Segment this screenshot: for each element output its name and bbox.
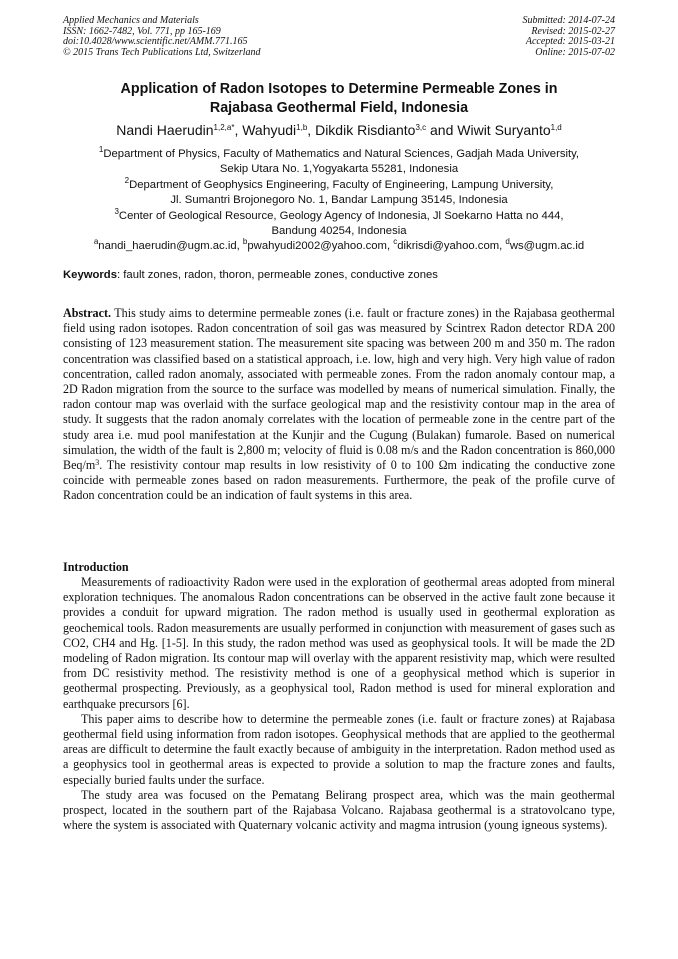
keywords-label: Keywords (63, 269, 117, 281)
author-affiliation-mark: 3,c (415, 123, 427, 132)
journal-issn: ISSN: 1662-7482, Vol. 771, pp 165-169 (63, 25, 221, 37)
abstract-text: . The resistivity contour map results in low resistivity of 0 to 100 Ωm indicating the conductive zone coincide with permeable zones based on radon measurements. Furthermore, the peak of the profile curve of Radon concentration could be an indication of fault systems in this area. (63, 458, 615, 503)
journal-copyright: © 2015 Trans Tech Publications Ltd, Switzerland (63, 46, 261, 58)
author-name: Wiwit Suryanto (457, 122, 551, 138)
affiliation-number: 1 (98, 145, 104, 154)
date-submitted: Submitted: 2014-07-24 (522, 15, 615, 26)
author-affiliation-mark: 1,b (296, 123, 308, 132)
keywords (63, 268, 615, 283)
publication-dates (523, 16, 616, 58)
affiliation-1 (63, 147, 615, 178)
author-separator: , (307, 122, 316, 138)
author-separator: , (234, 122, 243, 138)
journal-doi: doi:10.4028/www.scientific.net/AMM.771.165 (63, 36, 248, 47)
affiliation-number: 3 (114, 206, 119, 216)
affiliation-text: Jl. Sumantri Brojonegoro No. 1, Bandar Lampung 35145, Indonesia (170, 194, 508, 207)
affiliations (63, 147, 615, 255)
section-heading: Introduction (63, 560, 129, 574)
author-name: Dikdik Risdianto (315, 122, 416, 138)
affiliation-text: Department of Physics, Faculty of Mathematics and Natural Sciences, Gadjah Mada University, (103, 148, 580, 160)
affiliation-text: Department of Geophysics Engineering, Faculty of Engineering, Lampung University, (129, 178, 554, 191)
abstract (63, 306, 615, 504)
date-online: Online: 2015-07-02 (535, 46, 615, 58)
title-line-1: Application of Radon Isotopes to Determine Permeable Zones in (120, 81, 558, 97)
keywords-text: : fault zones, radon, thoron, permeable zones, conductive zones (117, 269, 438, 281)
email-mark: b (242, 237, 248, 247)
paragraph: Measurements of radioactivity Radon were used in the exploration of geothermal areas adopted from mineral exploration techniques. The anomalous Radon concentrations can be observed in the active fault zone because it provides a conduit for upward migration. The radon method is usually used in geothermal exploration as geochemical tools. Radon measurements are usually performed in conjunction with measurement of gases such as CO2, CH4 and Hg. [1-5]. In this study, the radon method was used as geophysical tools. It will be made the 2D modeling of Radon migration. Its contour map will overlay with the apparent resistivity map, which were resulted from DC resistivity method. The resistivity method is one of a geophysical method which is superior in geothermal prospecting. Previously, as a geophysical tool, Radon method is used for mineral exploration and earthquake precursors [6]. (63, 575, 615, 711)
email-mark: a (93, 237, 99, 247)
author-name: Wahyudi (242, 122, 297, 138)
affiliation-number: 2 (124, 175, 130, 185)
email-address: nandi_haerudin@ugm.ac.id, (98, 240, 243, 253)
abstract-text: This study aims to determine permeable zones (i.e. fault or fracture zones) in the Rajabasa geothermal field using radon isotopes. Radon concentration of soil gas was measured by Scintrex Radon detector RDA 200 consisting of 123 measurement station. The measurement site spacing was between 200 m and 350 m. The radon concentration was classified based on a statistical approach, i.e. low, high and very high. Very high value of radon concentration, called radon anomaly, associated with permeable zones. From the radon anomaly contour map, a 2D Radon migration from the source to the surface was modelled by means of numerical simulation. Finally, the radon contour map was overlaid with the surface geological map and the resistivity contour map in the area of study. It suggests that the radon anomaly correlates with the location of permeable zone in the centre part of the study area i.e. mud pool manifestation at the Kunjir and the Cugung (Bulakan) fumarole. Based on numerical simulation, the width of the fault is 2,800 m; velocity of fluid is 0.08 m/s and the Radon concentration is 860,000 Beq/m (63, 306, 615, 473)
email-mark: c (393, 237, 398, 247)
affiliation-3 (63, 206, 615, 240)
paragraph: This paper aims to describe how to determine the permeable zones (i.e. fault or fracture zones) at Rajabasa geothermal field using information from radon isotopes. Geophysical methods that are applied to the geothermal areas are difficult to determine the fault exactly because of ambiguity in the interpretation. Radon method used as a geophysics tool in geothermal areas is expected to provide a solution to map the fracture zones and faults, especially buried faults under the surface. (63, 711, 615, 787)
abstract-label: Abstract. (63, 306, 112, 320)
author-separator: and (426, 122, 458, 138)
author-name: Nandi Haerudin (116, 122, 214, 138)
email-mark: d (505, 237, 510, 247)
paragraph: The study area was focused on the Pematang Belirang prospect area, which was the main geothermal prospect, located in the southern part of the Rajabasa Volcano. Rajabasa geothermal is a stratovolcano type, where the system is associated with Quaternary volcanic activity and magma intrusion (young igneous systems). (63, 787, 615, 833)
author-emails (63, 239, 615, 254)
paper-title (63, 80, 615, 118)
author-list (63, 121, 615, 139)
affiliation-2 (63, 175, 615, 209)
introduction-body (63, 575, 615, 833)
affiliation-text: Sekip Utara No. 1,Yogyakarta 55281, Indonesia (219, 163, 459, 176)
author-affiliation-mark: 1,d (550, 123, 562, 132)
email-address: ws@ugm.ac.id (509, 240, 585, 253)
author-affiliation-mark: 1,2,a* (213, 123, 235, 132)
date-revised: Revised: 2015-02-27 (531, 25, 615, 37)
email-address: dikrisdi@yahoo.com, (397, 240, 506, 253)
date-accepted: Accepted: 2015-03-21 (525, 36, 615, 47)
affiliation-text: Bandung 40254, Indonesia (271, 225, 407, 238)
unit-exponent: 3 (95, 458, 100, 468)
journal-name: Applied Mechanics and Materials (63, 15, 199, 26)
affiliation-text: Center of Geological Resource, Geology Agency of Indonesia, Jl Soekarno Hatta no 444, (118, 209, 564, 222)
email-address: pwahyudi2002@yahoo.com, (247, 240, 394, 253)
journal-info (63, 16, 261, 58)
title-line-2: Rajabasa Geothermal Field, Indonesia (209, 100, 469, 116)
